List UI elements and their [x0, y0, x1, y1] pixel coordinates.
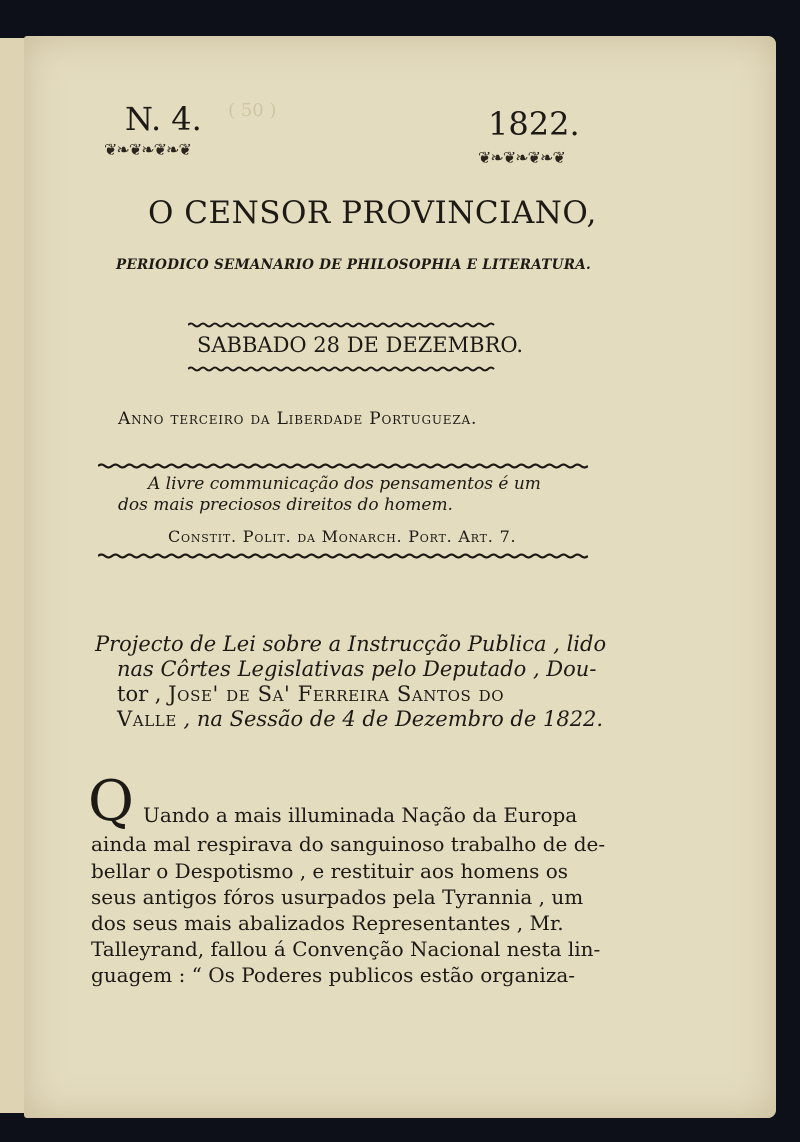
body-line-1: Uando a mais illuminada Nação da Europa — [143, 803, 578, 827]
wavy-rule-bottom — [188, 366, 496, 372]
article-title-line-3-start: tor , — [117, 682, 169, 706]
session-date: , na Sessão de 4 de Dezembro de 1822. — [176, 707, 604, 731]
body-line-2: ainda mal respirava do sanguinoso trabalho de de- — [91, 832, 606, 856]
article-title-line-2: nas Côrtes Legislativas pelo Deputado , Dou- — [117, 657, 597, 681]
article-title-line-3 — [117, 682, 504, 706]
liberty-year-line: Anno terceiro da Liberdade Portugueza. — [118, 409, 478, 429]
right-ornament-icon: ❦❧❦❧❦❧❦ — [478, 148, 565, 167]
body-line-7: guagem : “ Os Poderes publicos estão organiza- — [91, 963, 576, 987]
issue-year: 1822. — [488, 105, 580, 143]
author-name: Jose' de Sa' Ferreira Santos do — [168, 682, 505, 706]
drop-cap: Q — [88, 769, 134, 834]
body-line-3: bellar o Despotismo , e restituir aos homens os — [91, 859, 569, 883]
wavy-rule-epigraph-top — [98, 463, 588, 469]
body-line-5: dos seus mais abalizados Representantes , Mr. — [91, 911, 564, 935]
issue-date: SABBADO 28 DE DEZEMBRO. — [197, 333, 524, 357]
left-ornament-icon: ❦❧❦❧❦❧❦ — [104, 140, 191, 159]
body-line-4: seus antigos fóros usurpados pela Tyrannia , um — [91, 885, 584, 909]
body-line-6: Talleyrand, fallou á Convenção Nacional nesta lin- — [91, 937, 601, 961]
wavy-rule-top — [188, 322, 496, 328]
issue-number: N. 4. — [125, 100, 202, 138]
article-title-line-1: Projecto de Lei sobre a Instrucção Publica , lido — [95, 632, 607, 656]
bleed-through-page-number: ( 50 ) — [228, 100, 277, 121]
epigraph-source: Constit. Polit. da Monarch. Port. Art. 7. — [168, 527, 517, 546]
article-title-line-4 — [117, 707, 603, 731]
newspaper-subtitle: PERIODICO SEMANARIO DE PHILOSOPHIA E LITERATURA. — [116, 257, 592, 273]
epigraph-line-1: A livre communicação dos pensamentos é um — [148, 474, 541, 494]
wavy-rule-epigraph-bottom — [98, 553, 588, 559]
author-surname: Valle — [117, 707, 177, 731]
newspaper-title: O CENSOR PROVINCIANO, — [148, 195, 597, 231]
epigraph-line-2: dos mais preciosos direitos do homem. — [118, 495, 453, 515]
